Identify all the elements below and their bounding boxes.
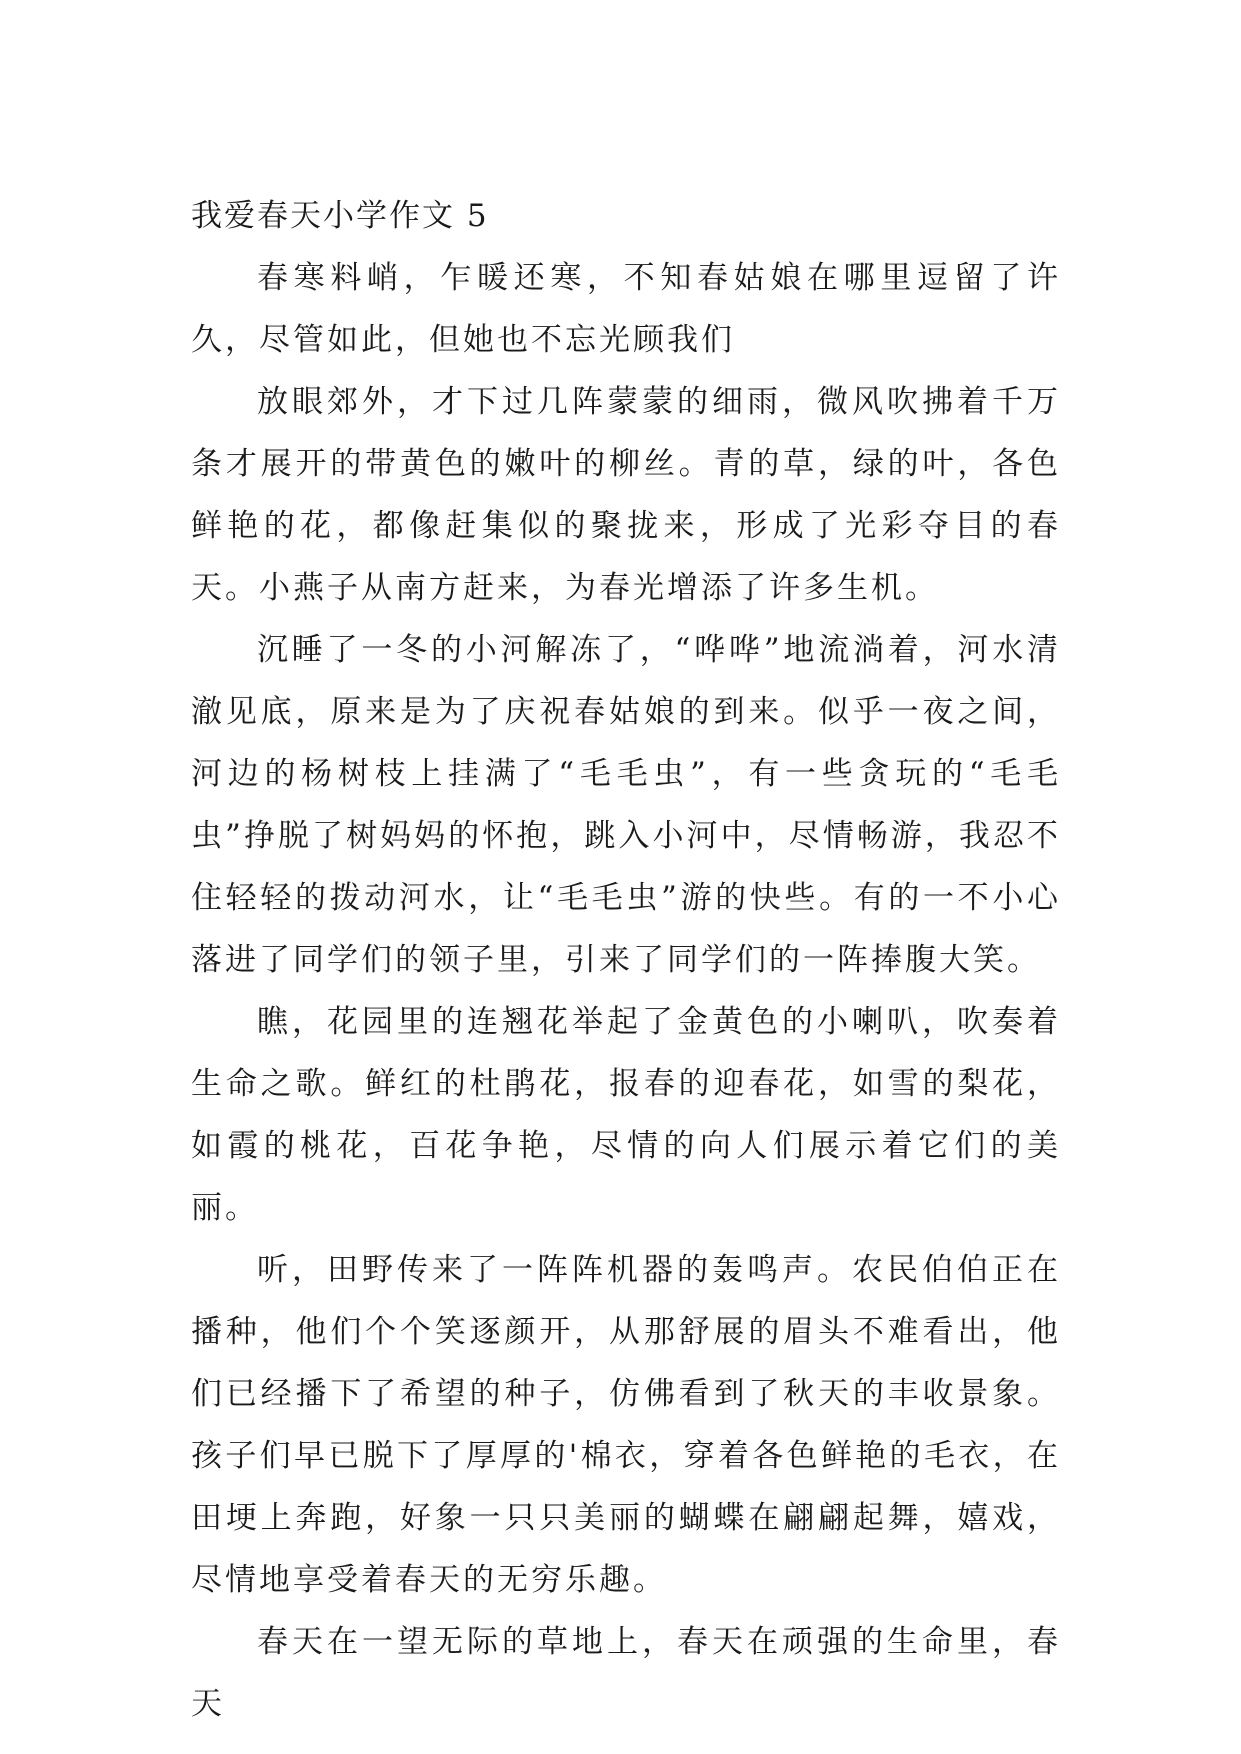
paragraph-2: 放眼郊外，才下过几阵蒙蒙的细雨，微风吹拂着千万条才展开的带黄色的嫩叶的柳丝。青的草，绿的叶，各色鲜艳的花，都像赶集似的聚拢来，形成了光彩夺目的春天。小燕子从南方赶来，为春光增添了许多生机。	[191, 384, 1061, 606]
document-page	[191, 185, 1061, 1735]
paragraph-6: 春天在一望无际的草地上，春天在顽强的生命里，春天	[191, 1624, 1061, 1722]
paragraph-4: 瞧，花园里的连翘花举起了金黄色的小喇叭，吹奏着生命之歌。鲜红的杜鹃花，报春的迎春花，如雪的梨花，如霞的桃花，百花争艳，尽情的向人们展示着它们的美丽。	[191, 1004, 1061, 1226]
paragraph-1: 春寒料峭，乍暖还寒，不知春姑娘在哪里逗留了许久，尽管如此，但她也不忘光顾我们	[191, 260, 1061, 358]
document-title: 我爱春天小学作文 5	[191, 198, 489, 234]
paragraph-5: 听，田野传来了一阵阵机器的轰鸣声。农民伯伯正在播种，他们个个笑逐颜开，从那舒展的眉头不难看出，他们已经播下了希望的种子，仿佛看到了秋天的丰收景象。孩子们早已脱下了厚厚的'棉衣，穿着各色鲜艳的毛衣，在田埂上奔跑，好象一只只美丽的蝴蝶在翩翩起舞，嬉戏，尽情地享受着春天的无穷乐趣。	[191, 1252, 1061, 1598]
paragraph-3: 沉睡了一冬的小河解冻了，“哗哗”地流淌着，河水清澈见底，原来是为了庆祝春姑娘的到来。似乎一夜之间，河边的杨树枝上挂满了“毛毛虫”，有一些贪玩的“毛毛虫”挣脱了树妈妈的怀抱，跳入小河中，尽情畅游，我忍不住轻轻的拨动河水，让“毛毛虫”游的快些。有的一不小心落进了同学们的领子里，引来了同学们的一阵捧腹大笑。	[191, 632, 1061, 978]
